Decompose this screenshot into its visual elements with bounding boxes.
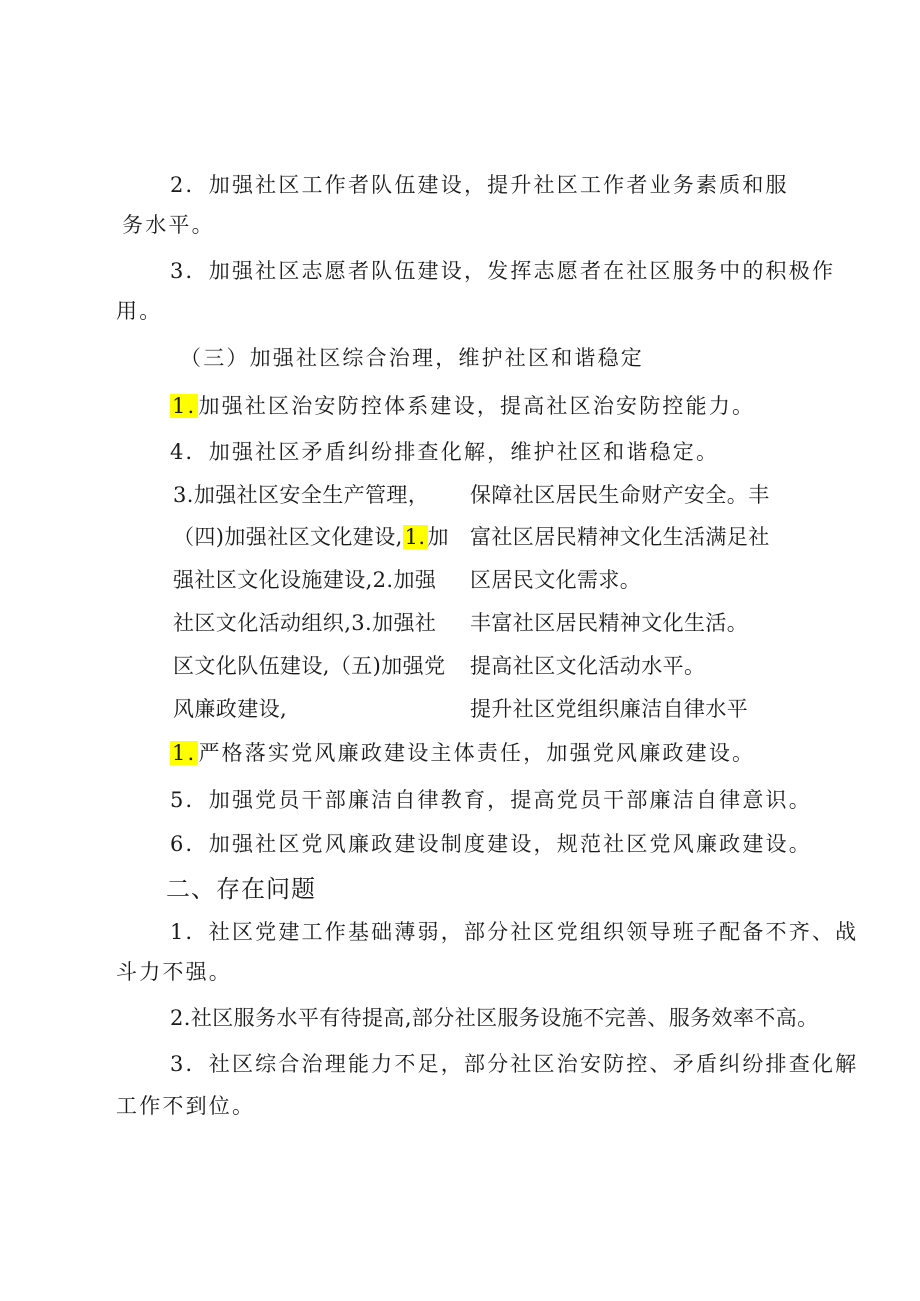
- paragraph-line: 1．社区党建工作基础薄弱，部分社区党组织领导班子配备不齐、战: [170, 920, 859, 944]
- left-column-line: 风廉政建设,: [173, 697, 288, 721]
- paragraph-line: 工作不到位。: [116, 1094, 256, 1118]
- left-column-text: （四)加强社区文化建设,: [173, 525, 403, 549]
- list-item: [170, 391, 755, 421]
- left-column-line: [173, 522, 449, 552]
- right-column-line: 保障社区居民生命财产安全。丰: [470, 483, 770, 507]
- section-heading: （三）加强社区综合治理，维护社区和谐稳定: [180, 346, 644, 370]
- list-item: 5．加强党员干部廉洁自律教育，提高党员干部廉洁自律意识。: [170, 788, 812, 812]
- paragraph-line: 用。: [116, 299, 163, 323]
- list-item: 6．加强社区党风廉政建设制度建设，规范社区党风廉政建设。: [170, 832, 812, 856]
- paragraph-line: 3．加强社区志愿者队伍建设，发挥志愿者在社区服务中的积极作: [170, 259, 836, 283]
- left-column-line: 社区文化活动组织,3.加强社: [173, 611, 437, 635]
- paragraph-line: 2．加强社区工作者队伍建设，提升社区工作者业务素质和服: [170, 173, 789, 197]
- section-heading: 二、存在问题: [166, 875, 316, 903]
- left-column-line: 区文化队伍建设,（五)加强党: [173, 654, 446, 678]
- right-column-line: 提高社区文化活动水平。: [470, 654, 706, 678]
- right-column-line: 提升社区党组织廉洁自律水平: [470, 697, 749, 721]
- highlighted-number: 1.: [404, 525, 426, 549]
- paragraph-line: 务水平。: [122, 213, 215, 237]
- highlighted-number: 1.: [172, 394, 197, 418]
- right-column-line: 富社区居民精神文化生活满足社: [470, 525, 770, 549]
- left-column-line: 3.加强社区安全生产管理，: [173, 483, 430, 507]
- right-column-line: 丰富社区居民精神文化生活。: [470, 611, 749, 635]
- highlighted-number: 1.: [172, 741, 197, 765]
- left-column-text: 加: [427, 525, 449, 549]
- paragraph-line: 3．社区综合治理能力不足，部分社区治安防控、矛盾纠纷排查化解: [170, 1052, 859, 1076]
- list-item-text: 加强社区治安防控体系建设，提高社区治安防控能力。: [198, 394, 756, 418]
- list-item: [170, 738, 755, 768]
- list-item: 4．加强社区矛盾纠纷排查化解，维护社区和谐稳定。: [170, 440, 720, 464]
- paragraph-line: 斗力不强。: [116, 960, 232, 984]
- left-column-line: 强社区文化设施建设,2.加强: [173, 568, 437, 592]
- right-column-line: 区居民文化需求。: [470, 568, 642, 592]
- list-item-text: 严格落实党风廉政建设主体责任，加强党风廉政建设。: [198, 741, 756, 765]
- paragraph-line: 2.社区服务水平有待提高,部分社区服务设施不完善、服务效率不高。: [170, 1006, 819, 1030]
